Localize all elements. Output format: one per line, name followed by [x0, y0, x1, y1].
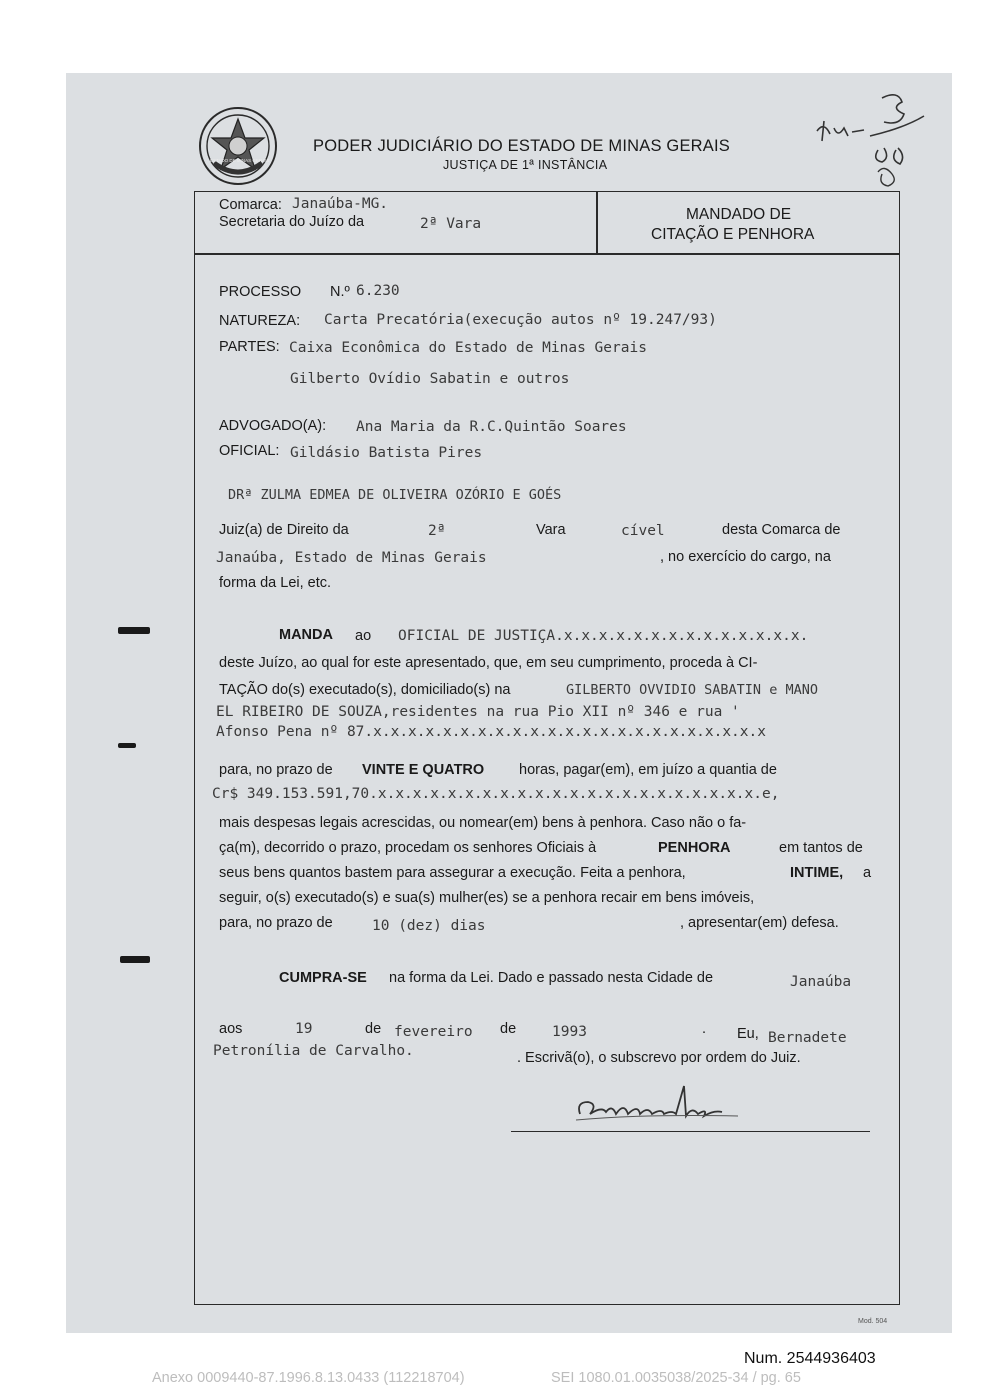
- comarca-value: Janaúba-MG.: [292, 196, 389, 212]
- court-title: PODER JUDICIÁRIO DO ESTADO DE MINAS GERAIS: [313, 137, 730, 155]
- forma-text: forma da Lei, etc.: [219, 575, 332, 591]
- cumpra-text: na forma da Lei. Dado e passado nesta Cidade de: [389, 970, 714, 986]
- prazo-post: horas, pagar(em), em juízo a quantia de: [519, 762, 777, 778]
- body-line-3-text: TAÇÃO do(s) executado(s), domiciliado(s) na: [219, 682, 511, 698]
- body-line-12-post: , apresentar(em) defesa.: [680, 915, 839, 931]
- body-line-4: EL RIBEIRO DE SOUZA,residentes na rua Pio XII nº 346 e rua ': [216, 704, 740, 720]
- secretaria-label: Secretaria do Juízo da: [219, 214, 365, 230]
- doc-type-line2: CITAÇÃO E PENHORA: [651, 226, 815, 243]
- body-line-3-value: GILBERTO OVVIDIO SABATIN e MANO: [566, 682, 818, 698]
- manda-oficial-value: OFICIAL DE JUSTIÇA.x.x.x.x.x.x.x.x.x.x.x.x.x.x.: [398, 628, 809, 644]
- footer-anexo: Anexo 0009440-87.1996.8.13.0433 (112218704): [152, 1370, 465, 1386]
- processo-no-label: N.º: [330, 284, 350, 300]
- vara-label: Vara: [536, 522, 566, 538]
- city-value: Janaúba: [790, 974, 852, 990]
- processo-value: 6.230: [356, 283, 400, 299]
- body-line-5: Afonso Pena nº 87.x.x.x.x.x.x.x.x.x.x.x.x.x.x.x.x.x.x.x.x.x.x.x: [216, 724, 766, 740]
- partes-value-2: Gilberto Ovídio Sabatin e outros: [290, 371, 570, 387]
- punch-hole-3: [120, 956, 150, 963]
- natureza-label: NATUREZA:: [219, 313, 301, 329]
- form-code: Mod. 504: [858, 1318, 888, 1325]
- body-line-10-post: a: [863, 865, 872, 881]
- oficial-value: Gildásio Batista Pires: [290, 445, 483, 461]
- oficial-label: OFICIAL:: [219, 443, 280, 459]
- signature-line: [511, 1131, 870, 1132]
- handwritten-corner-note: [812, 86, 932, 191]
- scrivener-name-2: Petronília de Carvalho.: [213, 1043, 414, 1059]
- escriva-text: . Escrivã(o), o subscrevo por ordem do Juiz.: [517, 1050, 801, 1066]
- de-label-1: de: [365, 1021, 382, 1037]
- court-subtitle: JUSTIÇA DE 1ª INSTÂNCIA: [443, 158, 608, 172]
- defesa-prazo-value: 10 (dez) dias: [372, 918, 486, 934]
- advogado-value: Ana Maria da R.C.Quintão Soares: [356, 419, 627, 435]
- prazo-pre: para, no prazo de: [219, 762, 333, 778]
- seal-caption: ESTADO DE MINAS GERAIS: [210, 158, 270, 163]
- body-line-2: deste Juízo, ao qual for este apresentado, que, em seu cumprimento, proceda à CI-: [219, 655, 758, 671]
- year-value: 1993: [552, 1024, 587, 1040]
- day-value: 19: [295, 1021, 313, 1037]
- manda-label: MANDA: [279, 627, 333, 643]
- prazo-bold: VINTE E QUATRO: [362, 762, 485, 778]
- punch-hole-2: [118, 743, 136, 748]
- body-line-10-pre: seus bens quantos bastem para assegurar a execução. Feita a penhora,: [219, 865, 686, 881]
- judge-comarca-value: Janaúba, Estado de Minas Gerais: [216, 550, 487, 566]
- body-line-9-pre: ça(m), decorrido o prazo, procedam os senhores Oficiais à: [219, 840, 597, 856]
- body-line-12-pre: para, no prazo de: [219, 915, 333, 931]
- exercicio-text: , no exercício do cargo, na: [660, 549, 831, 565]
- date-dot: .: [702, 1021, 707, 1037]
- partes-label: PARTES:: [219, 339, 280, 355]
- comarca-suffix: desta Comarca de: [722, 522, 841, 538]
- body-line-9-bold: PENHORA: [658, 840, 731, 856]
- vara-type: cível: [621, 523, 665, 539]
- body-line-10-bold: INTIME,: [790, 865, 844, 881]
- eu-label: Eu,: [737, 1026, 759, 1042]
- aos-label: aos: [219, 1021, 243, 1037]
- main-box: [194, 253, 900, 1305]
- secretaria-value: 2ª Vara: [420, 216, 482, 232]
- body-line-9-post: em tantos de: [779, 840, 863, 856]
- scrivener-name-1: Bernadete: [768, 1030, 847, 1046]
- cumpra-bold: CUMPRA-SE: [279, 970, 367, 986]
- partes-value-1: Caixa Econômica do Estado de Minas Gerais: [289, 340, 647, 356]
- advogado-label: ADVOGADO(A):: [219, 418, 327, 434]
- body-line-11: seguir, o(s) executado(s) e sua(s) mulher(es) se a penhora recair em bens imóveis,: [219, 890, 755, 906]
- natureza-value: Carta Precatória(execução autos nº 19.247/93): [324, 312, 717, 328]
- body-line-8: mais despesas legais acrescidas, ou nomear(em) bens à penhora. Caso não o fa-: [219, 815, 747, 831]
- judge-name: DRª ZULMA EDMEA DE OLIVEIRA OZÓRIO E GOÉS: [228, 487, 562, 503]
- vara-number: 2ª: [428, 523, 446, 539]
- state-seal-icon: [194, 105, 282, 187]
- punch-hole-1: [118, 627, 150, 634]
- month-value: fevereiro: [394, 1024, 473, 1040]
- manda-ao: ao: [355, 628, 372, 644]
- handwritten-signature: [572, 1080, 752, 1130]
- amount-value: Cr$ 349.153.591,70.x.x.x.x.x.x.x.x.x.x.x.x.x.x.x.x.x.x.x.x.x.x.e,: [212, 786, 780, 802]
- footer-num: Num. 2544936403: [744, 1350, 876, 1367]
- de-label-2: de: [500, 1021, 517, 1037]
- processo-label: PROCESSO: [219, 284, 302, 300]
- doc-type-line1: MANDADO DE: [686, 206, 792, 223]
- footer-sei: SEI 1080.01.0035038/2025-34 / pg. 65: [551, 1370, 801, 1386]
- comarca-label: Comarca:: [219, 197, 282, 213]
- juiz-label: Juiz(a) de Direito da: [219, 522, 349, 538]
